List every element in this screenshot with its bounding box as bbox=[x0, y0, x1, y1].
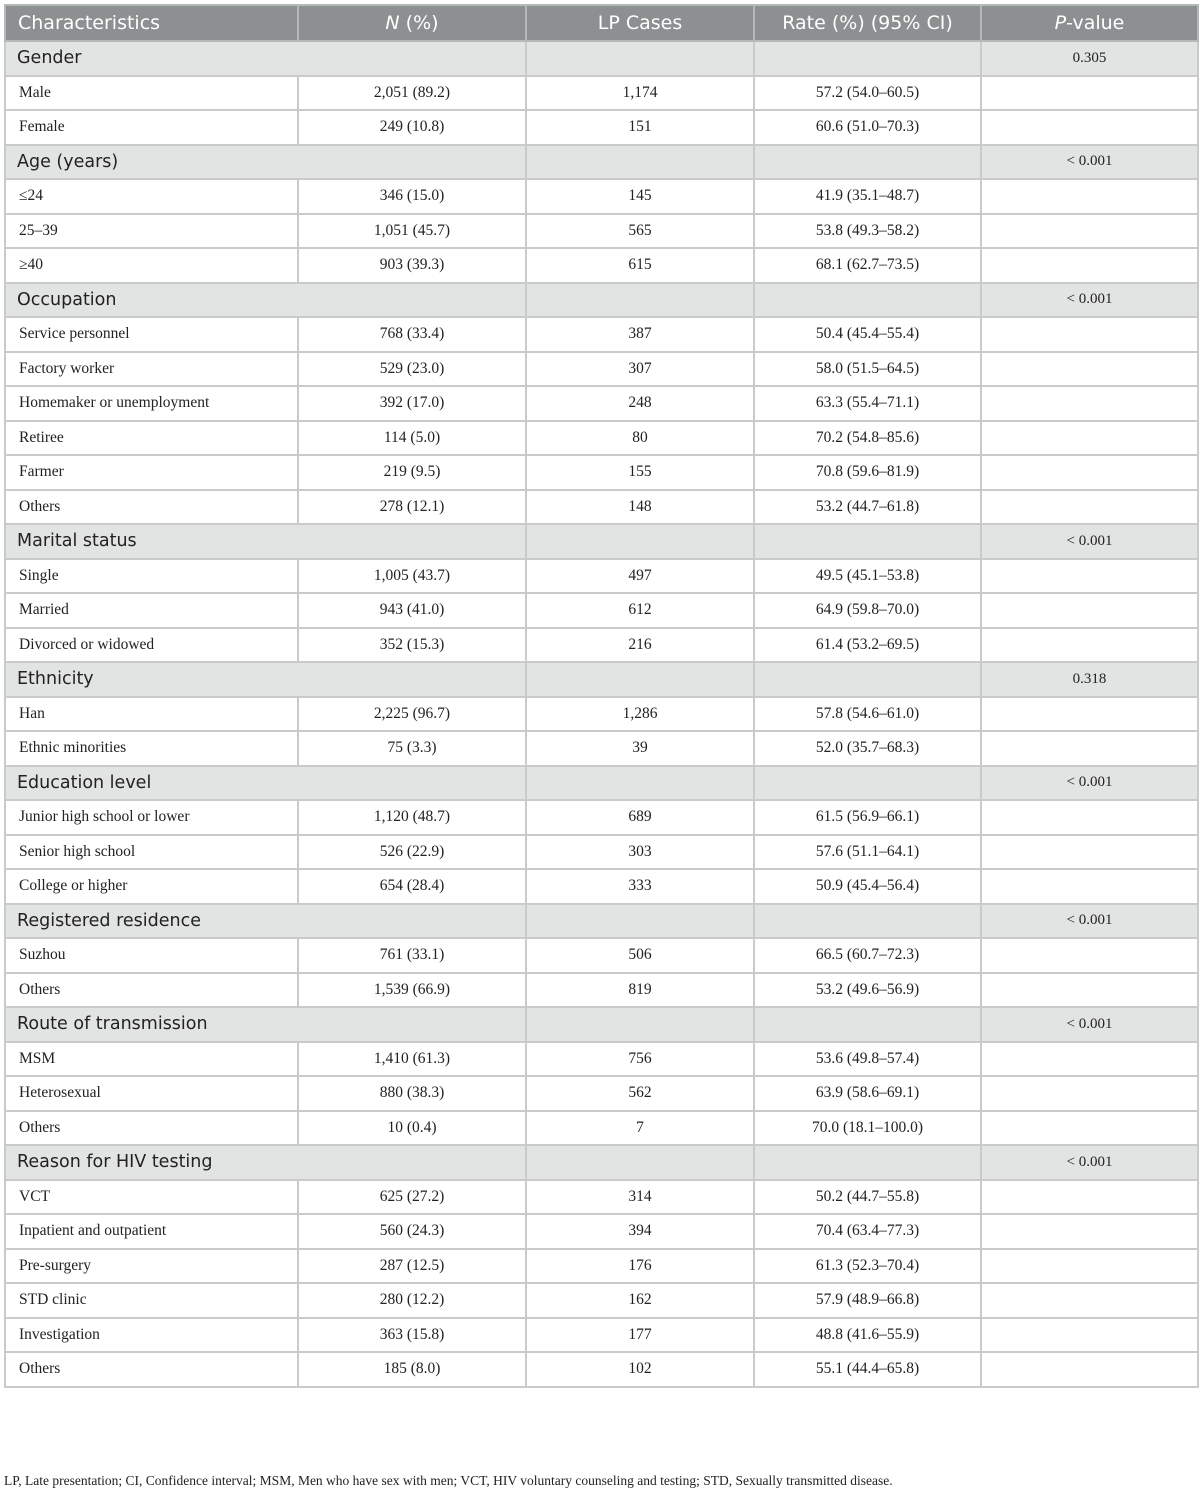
row-rate-ci: 53.6 (49.8–57.4) bbox=[754, 1042, 981, 1077]
row-n-percent: 880 (38.3) bbox=[298, 1076, 526, 1111]
table-row bbox=[5, 938, 1198, 973]
row-rate-ci: 53.8 (49.3–58.2) bbox=[754, 214, 981, 249]
row-p-value-empty bbox=[981, 628, 1198, 663]
table-row bbox=[5, 1352, 1198, 1387]
row-n-percent: 249 (10.8) bbox=[298, 110, 526, 145]
table-row bbox=[5, 455, 1198, 490]
row-lp-cases: 216 bbox=[526, 628, 754, 663]
row-lp-cases: 151 bbox=[526, 110, 754, 145]
row-label: Han bbox=[5, 697, 298, 732]
row-p-value-empty bbox=[981, 938, 1198, 973]
table-row bbox=[5, 1249, 1198, 1284]
row-lp-cases: 248 bbox=[526, 386, 754, 421]
table-row bbox=[5, 110, 1198, 145]
row-n-percent: 560 (24.3) bbox=[298, 1214, 526, 1249]
row-n-percent: 529 (23.0) bbox=[298, 352, 526, 387]
group-p-value: < 0.001 bbox=[981, 283, 1198, 318]
row-label: Others bbox=[5, 490, 298, 525]
table-row bbox=[5, 1076, 1198, 1111]
row-lp-cases: 497 bbox=[526, 559, 754, 594]
row-lp-cases: 1,174 bbox=[526, 76, 754, 111]
row-n-percent: 392 (17.0) bbox=[298, 386, 526, 421]
table-row bbox=[5, 421, 1198, 456]
group-label: Occupation bbox=[5, 283, 526, 318]
row-p-value-empty bbox=[981, 110, 1198, 145]
row-lp-cases: 615 bbox=[526, 248, 754, 283]
row-rate-ci: 61.4 (53.2–69.5) bbox=[754, 628, 981, 663]
row-n-percent: 346 (15.0) bbox=[298, 179, 526, 214]
row-p-value-empty bbox=[981, 490, 1198, 525]
header-n-rest: (%) bbox=[399, 12, 439, 34]
row-n-percent: 1,051 (45.7) bbox=[298, 214, 526, 249]
row-lp-cases: 756 bbox=[526, 1042, 754, 1077]
row-label: Others bbox=[5, 1111, 298, 1146]
row-rate-ci: 52.0 (35.7–68.3) bbox=[754, 731, 981, 766]
row-rate-ci: 48.8 (41.6–55.9) bbox=[754, 1318, 981, 1353]
table-row bbox=[5, 490, 1198, 525]
row-label: Inpatient and outpatient bbox=[5, 1214, 298, 1249]
group-row bbox=[5, 283, 1198, 318]
row-rate-ci: 61.3 (52.3–70.4) bbox=[754, 1249, 981, 1284]
row-lp-cases: 303 bbox=[526, 835, 754, 870]
row-n-percent: 903 (39.3) bbox=[298, 248, 526, 283]
group-label: Ethnicity bbox=[5, 662, 526, 697]
row-p-value-empty bbox=[981, 973, 1198, 1008]
group-row bbox=[5, 145, 1198, 180]
row-p-value-empty bbox=[981, 1352, 1198, 1387]
group-empty-cell bbox=[754, 904, 981, 939]
row-lp-cases: 314 bbox=[526, 1180, 754, 1215]
row-lp-cases: 387 bbox=[526, 317, 754, 352]
row-label: ≥40 bbox=[5, 248, 298, 283]
row-label: ≤24 bbox=[5, 179, 298, 214]
row-n-percent: 185 (8.0) bbox=[298, 1352, 526, 1387]
row-n-percent: 75 (3.3) bbox=[298, 731, 526, 766]
row-label: Single bbox=[5, 559, 298, 594]
row-label: Senior high school bbox=[5, 835, 298, 870]
row-lp-cases: 333 bbox=[526, 869, 754, 904]
row-p-value-empty bbox=[981, 248, 1198, 283]
row-label: Female bbox=[5, 110, 298, 145]
row-label: VCT bbox=[5, 1180, 298, 1215]
group-row bbox=[5, 41, 1198, 76]
table-body bbox=[5, 41, 1198, 1387]
group-label: Age (years) bbox=[5, 145, 526, 180]
row-p-value-empty bbox=[981, 421, 1198, 456]
row-p-value-empty bbox=[981, 214, 1198, 249]
row-rate-ci: 50.2 (44.7–55.8) bbox=[754, 1180, 981, 1215]
row-label: Married bbox=[5, 593, 298, 628]
group-label: Marital status bbox=[5, 524, 526, 559]
header-rate-ci: Rate (%) (95% CI) bbox=[754, 5, 981, 41]
group-empty-cell bbox=[526, 524, 754, 559]
row-rate-ci: 63.3 (55.4–71.1) bbox=[754, 386, 981, 421]
row-label: Others bbox=[5, 973, 298, 1008]
row-n-percent: 2,225 (96.7) bbox=[298, 697, 526, 732]
row-label: 25–39 bbox=[5, 214, 298, 249]
row-lp-cases: 307 bbox=[526, 352, 754, 387]
row-label: Farmer bbox=[5, 455, 298, 490]
table-row bbox=[5, 1214, 1198, 1249]
table-row bbox=[5, 869, 1198, 904]
group-empty-cell bbox=[526, 283, 754, 318]
group-p-value: < 0.001 bbox=[981, 1007, 1198, 1042]
row-rate-ci: 53.2 (49.6–56.9) bbox=[754, 973, 981, 1008]
row-n-percent: 943 (41.0) bbox=[298, 593, 526, 628]
group-empty-cell bbox=[754, 1007, 981, 1042]
row-n-percent: 625 (27.2) bbox=[298, 1180, 526, 1215]
row-n-percent: 363 (15.8) bbox=[298, 1318, 526, 1353]
row-n-percent: 761 (33.1) bbox=[298, 938, 526, 973]
row-n-percent: 278 (12.1) bbox=[298, 490, 526, 525]
row-label: Ethnic minorities bbox=[5, 731, 298, 766]
row-n-percent: 219 (9.5) bbox=[298, 455, 526, 490]
row-label: College or higher bbox=[5, 869, 298, 904]
group-p-value: < 0.001 bbox=[981, 904, 1198, 939]
header-n-percent bbox=[298, 5, 526, 41]
row-lp-cases: 612 bbox=[526, 593, 754, 628]
row-label: Divorced or widowed bbox=[5, 628, 298, 663]
row-n-percent: 280 (12.2) bbox=[298, 1283, 526, 1318]
group-empty-cell bbox=[754, 524, 981, 559]
row-rate-ci: 57.2 (54.0–60.5) bbox=[754, 76, 981, 111]
group-label: Education level bbox=[5, 766, 526, 801]
table-row bbox=[5, 248, 1198, 283]
group-label: Gender bbox=[5, 41, 526, 76]
row-rate-ci: 61.5 (56.9–66.1) bbox=[754, 800, 981, 835]
group-p-value: 0.318 bbox=[981, 662, 1198, 697]
row-rate-ci: 70.0 (18.1–100.0) bbox=[754, 1111, 981, 1146]
row-lp-cases: 506 bbox=[526, 938, 754, 973]
row-rate-ci: 66.5 (60.7–72.3) bbox=[754, 938, 981, 973]
group-p-value: < 0.001 bbox=[981, 524, 1198, 559]
row-lp-cases: 39 bbox=[526, 731, 754, 766]
characteristics-table-container bbox=[4, 4, 1197, 1388]
row-label: MSM bbox=[5, 1042, 298, 1077]
row-p-value-empty bbox=[981, 317, 1198, 352]
row-p-value-empty bbox=[981, 800, 1198, 835]
row-p-value-empty bbox=[981, 593, 1198, 628]
group-label: Route of transmission bbox=[5, 1007, 526, 1042]
table-row bbox=[5, 76, 1198, 111]
row-lp-cases: 162 bbox=[526, 1283, 754, 1318]
row-n-percent: 1,410 (61.3) bbox=[298, 1042, 526, 1077]
row-rate-ci: 57.6 (51.1–64.1) bbox=[754, 835, 981, 870]
row-label: Others bbox=[5, 1352, 298, 1387]
row-label: Factory worker bbox=[5, 352, 298, 387]
row-rate-ci: 49.5 (45.1–53.8) bbox=[754, 559, 981, 594]
group-row bbox=[5, 904, 1198, 939]
group-empty-cell bbox=[754, 662, 981, 697]
row-n-percent: 768 (33.4) bbox=[298, 317, 526, 352]
row-p-value-empty bbox=[981, 835, 1198, 870]
row-rate-ci: 60.6 (51.0–70.3) bbox=[754, 110, 981, 145]
row-lp-cases: 689 bbox=[526, 800, 754, 835]
row-label: Suzhou bbox=[5, 938, 298, 973]
row-p-value-empty bbox=[981, 559, 1198, 594]
table-row bbox=[5, 697, 1198, 732]
row-lp-cases: 562 bbox=[526, 1076, 754, 1111]
row-lp-cases: 148 bbox=[526, 490, 754, 525]
table-row bbox=[5, 800, 1198, 835]
table-row bbox=[5, 214, 1198, 249]
row-n-percent: 10 (0.4) bbox=[298, 1111, 526, 1146]
group-empty-cell bbox=[526, 662, 754, 697]
group-row bbox=[5, 524, 1198, 559]
row-n-percent: 287 (12.5) bbox=[298, 1249, 526, 1284]
row-p-value-empty bbox=[981, 1111, 1198, 1146]
row-p-value-empty bbox=[981, 386, 1198, 421]
table-row bbox=[5, 179, 1198, 214]
row-label: Investigation bbox=[5, 1318, 298, 1353]
table-row bbox=[5, 352, 1198, 387]
table-row bbox=[5, 559, 1198, 594]
row-lp-cases: 819 bbox=[526, 973, 754, 1008]
row-rate-ci: 64.9 (59.8–70.0) bbox=[754, 593, 981, 628]
row-n-percent: 352 (15.3) bbox=[298, 628, 526, 663]
row-p-value-empty bbox=[981, 1318, 1198, 1353]
group-empty-cell bbox=[526, 145, 754, 180]
row-lp-cases: 176 bbox=[526, 1249, 754, 1284]
header-p-italic: P bbox=[1054, 12, 1067, 34]
header-lp-cases: LP Cases bbox=[526, 5, 754, 41]
table-row bbox=[5, 973, 1198, 1008]
row-n-percent: 1,005 (43.7) bbox=[298, 559, 526, 594]
row-rate-ci: 55.1 (44.4–65.8) bbox=[754, 1352, 981, 1387]
group-empty-cell bbox=[526, 766, 754, 801]
row-label: Heterosexual bbox=[5, 1076, 298, 1111]
row-n-percent: 654 (28.4) bbox=[298, 869, 526, 904]
table-footnote: LP, Late presentation; CI, Confidence interval; MSM, Men who have sex with men; VCT, HIV voluntary counseling and testing; STD, Sexually transmitted disease. bbox=[4, 1473, 893, 1488]
row-p-value-empty bbox=[981, 179, 1198, 214]
row-rate-ci: 50.4 (45.4–55.4) bbox=[754, 317, 981, 352]
group-empty-cell bbox=[526, 41, 754, 76]
group-row bbox=[5, 1145, 1198, 1180]
group-label: Registered residence bbox=[5, 904, 526, 939]
group-empty-cell bbox=[754, 145, 981, 180]
row-p-value-empty bbox=[981, 1249, 1198, 1284]
row-p-value-empty bbox=[981, 352, 1198, 387]
group-empty-cell bbox=[754, 41, 981, 76]
row-label: Pre-surgery bbox=[5, 1249, 298, 1284]
row-lp-cases: 394 bbox=[526, 1214, 754, 1249]
row-p-value-empty bbox=[981, 76, 1198, 111]
row-p-value-empty bbox=[981, 869, 1198, 904]
row-rate-ci: 68.1 (62.7–73.5) bbox=[754, 248, 981, 283]
header-row bbox=[5, 5, 1198, 41]
table-row bbox=[5, 835, 1198, 870]
header-characteristics: Characteristics bbox=[5, 5, 298, 41]
group-p-value: < 0.001 bbox=[981, 1145, 1198, 1180]
header-p-value bbox=[981, 5, 1198, 41]
table-row bbox=[5, 1111, 1198, 1146]
group-p-value: < 0.001 bbox=[981, 145, 1198, 180]
row-rate-ci: 53.2 (44.7–61.8) bbox=[754, 490, 981, 525]
row-label: Junior high school or lower bbox=[5, 800, 298, 835]
row-rate-ci: 70.8 (59.6–81.9) bbox=[754, 455, 981, 490]
table-row bbox=[5, 1283, 1198, 1318]
table-row bbox=[5, 386, 1198, 421]
row-label: Retiree bbox=[5, 421, 298, 456]
row-lp-cases: 177 bbox=[526, 1318, 754, 1353]
group-empty-cell bbox=[526, 1145, 754, 1180]
row-rate-ci: 41.9 (35.1–48.7) bbox=[754, 179, 981, 214]
row-n-percent: 526 (22.9) bbox=[298, 835, 526, 870]
row-p-value-empty bbox=[981, 1283, 1198, 1318]
row-label: STD clinic bbox=[5, 1283, 298, 1318]
table-row bbox=[5, 1180, 1198, 1215]
characteristics-table bbox=[4, 4, 1199, 1388]
row-label: Homemaker or unemployment bbox=[5, 386, 298, 421]
row-n-percent: 114 (5.0) bbox=[298, 421, 526, 456]
row-p-value-empty bbox=[981, 1076, 1198, 1111]
row-p-value-empty bbox=[981, 1214, 1198, 1249]
row-label: Service personnel bbox=[5, 317, 298, 352]
group-row bbox=[5, 662, 1198, 697]
row-n-percent: 1,120 (48.7) bbox=[298, 800, 526, 835]
table-row bbox=[5, 593, 1198, 628]
group-row bbox=[5, 1007, 1198, 1042]
row-p-value-empty bbox=[981, 697, 1198, 732]
header-p-rest: -value bbox=[1066, 12, 1125, 34]
row-n-percent: 1,539 (66.9) bbox=[298, 973, 526, 1008]
group-empty-cell bbox=[526, 1007, 754, 1042]
row-rate-ci: 58.0 (51.5–64.5) bbox=[754, 352, 981, 387]
row-p-value-empty bbox=[981, 455, 1198, 490]
row-rate-ci: 70.2 (54.8–85.6) bbox=[754, 421, 981, 456]
row-rate-ci: 57.9 (48.9–66.8) bbox=[754, 1283, 981, 1318]
row-n-percent: 2,051 (89.2) bbox=[298, 76, 526, 111]
row-label: Male bbox=[5, 76, 298, 111]
group-label: Reason for HIV testing bbox=[5, 1145, 526, 1180]
row-rate-ci: 63.9 (58.6–69.1) bbox=[754, 1076, 981, 1111]
table-row bbox=[5, 1318, 1198, 1353]
table-row bbox=[5, 628, 1198, 663]
row-rate-ci: 50.9 (45.4–56.4) bbox=[754, 869, 981, 904]
table-row bbox=[5, 317, 1198, 352]
row-lp-cases: 80 bbox=[526, 421, 754, 456]
row-p-value-empty bbox=[981, 1042, 1198, 1077]
table-row bbox=[5, 1042, 1198, 1077]
group-empty-cell bbox=[754, 766, 981, 801]
group-p-value: < 0.001 bbox=[981, 766, 1198, 801]
row-p-value-empty bbox=[981, 731, 1198, 766]
row-p-value-empty bbox=[981, 1180, 1198, 1215]
row-lp-cases: 102 bbox=[526, 1352, 754, 1387]
row-rate-ci: 70.4 (63.4–77.3) bbox=[754, 1214, 981, 1249]
group-p-value: 0.305 bbox=[981, 41, 1198, 76]
table-header bbox=[5, 5, 1198, 41]
row-rate-ci: 57.8 (54.6–61.0) bbox=[754, 697, 981, 732]
group-empty-cell bbox=[754, 1145, 981, 1180]
row-lp-cases: 155 bbox=[526, 455, 754, 490]
row-lp-cases: 1,286 bbox=[526, 697, 754, 732]
table-row bbox=[5, 731, 1198, 766]
row-lp-cases: 565 bbox=[526, 214, 754, 249]
group-empty-cell bbox=[754, 283, 981, 318]
group-row bbox=[5, 766, 1198, 801]
group-empty-cell bbox=[526, 904, 754, 939]
header-n-italic: N bbox=[385, 12, 400, 34]
row-lp-cases: 145 bbox=[526, 179, 754, 214]
row-lp-cases: 7 bbox=[526, 1111, 754, 1146]
